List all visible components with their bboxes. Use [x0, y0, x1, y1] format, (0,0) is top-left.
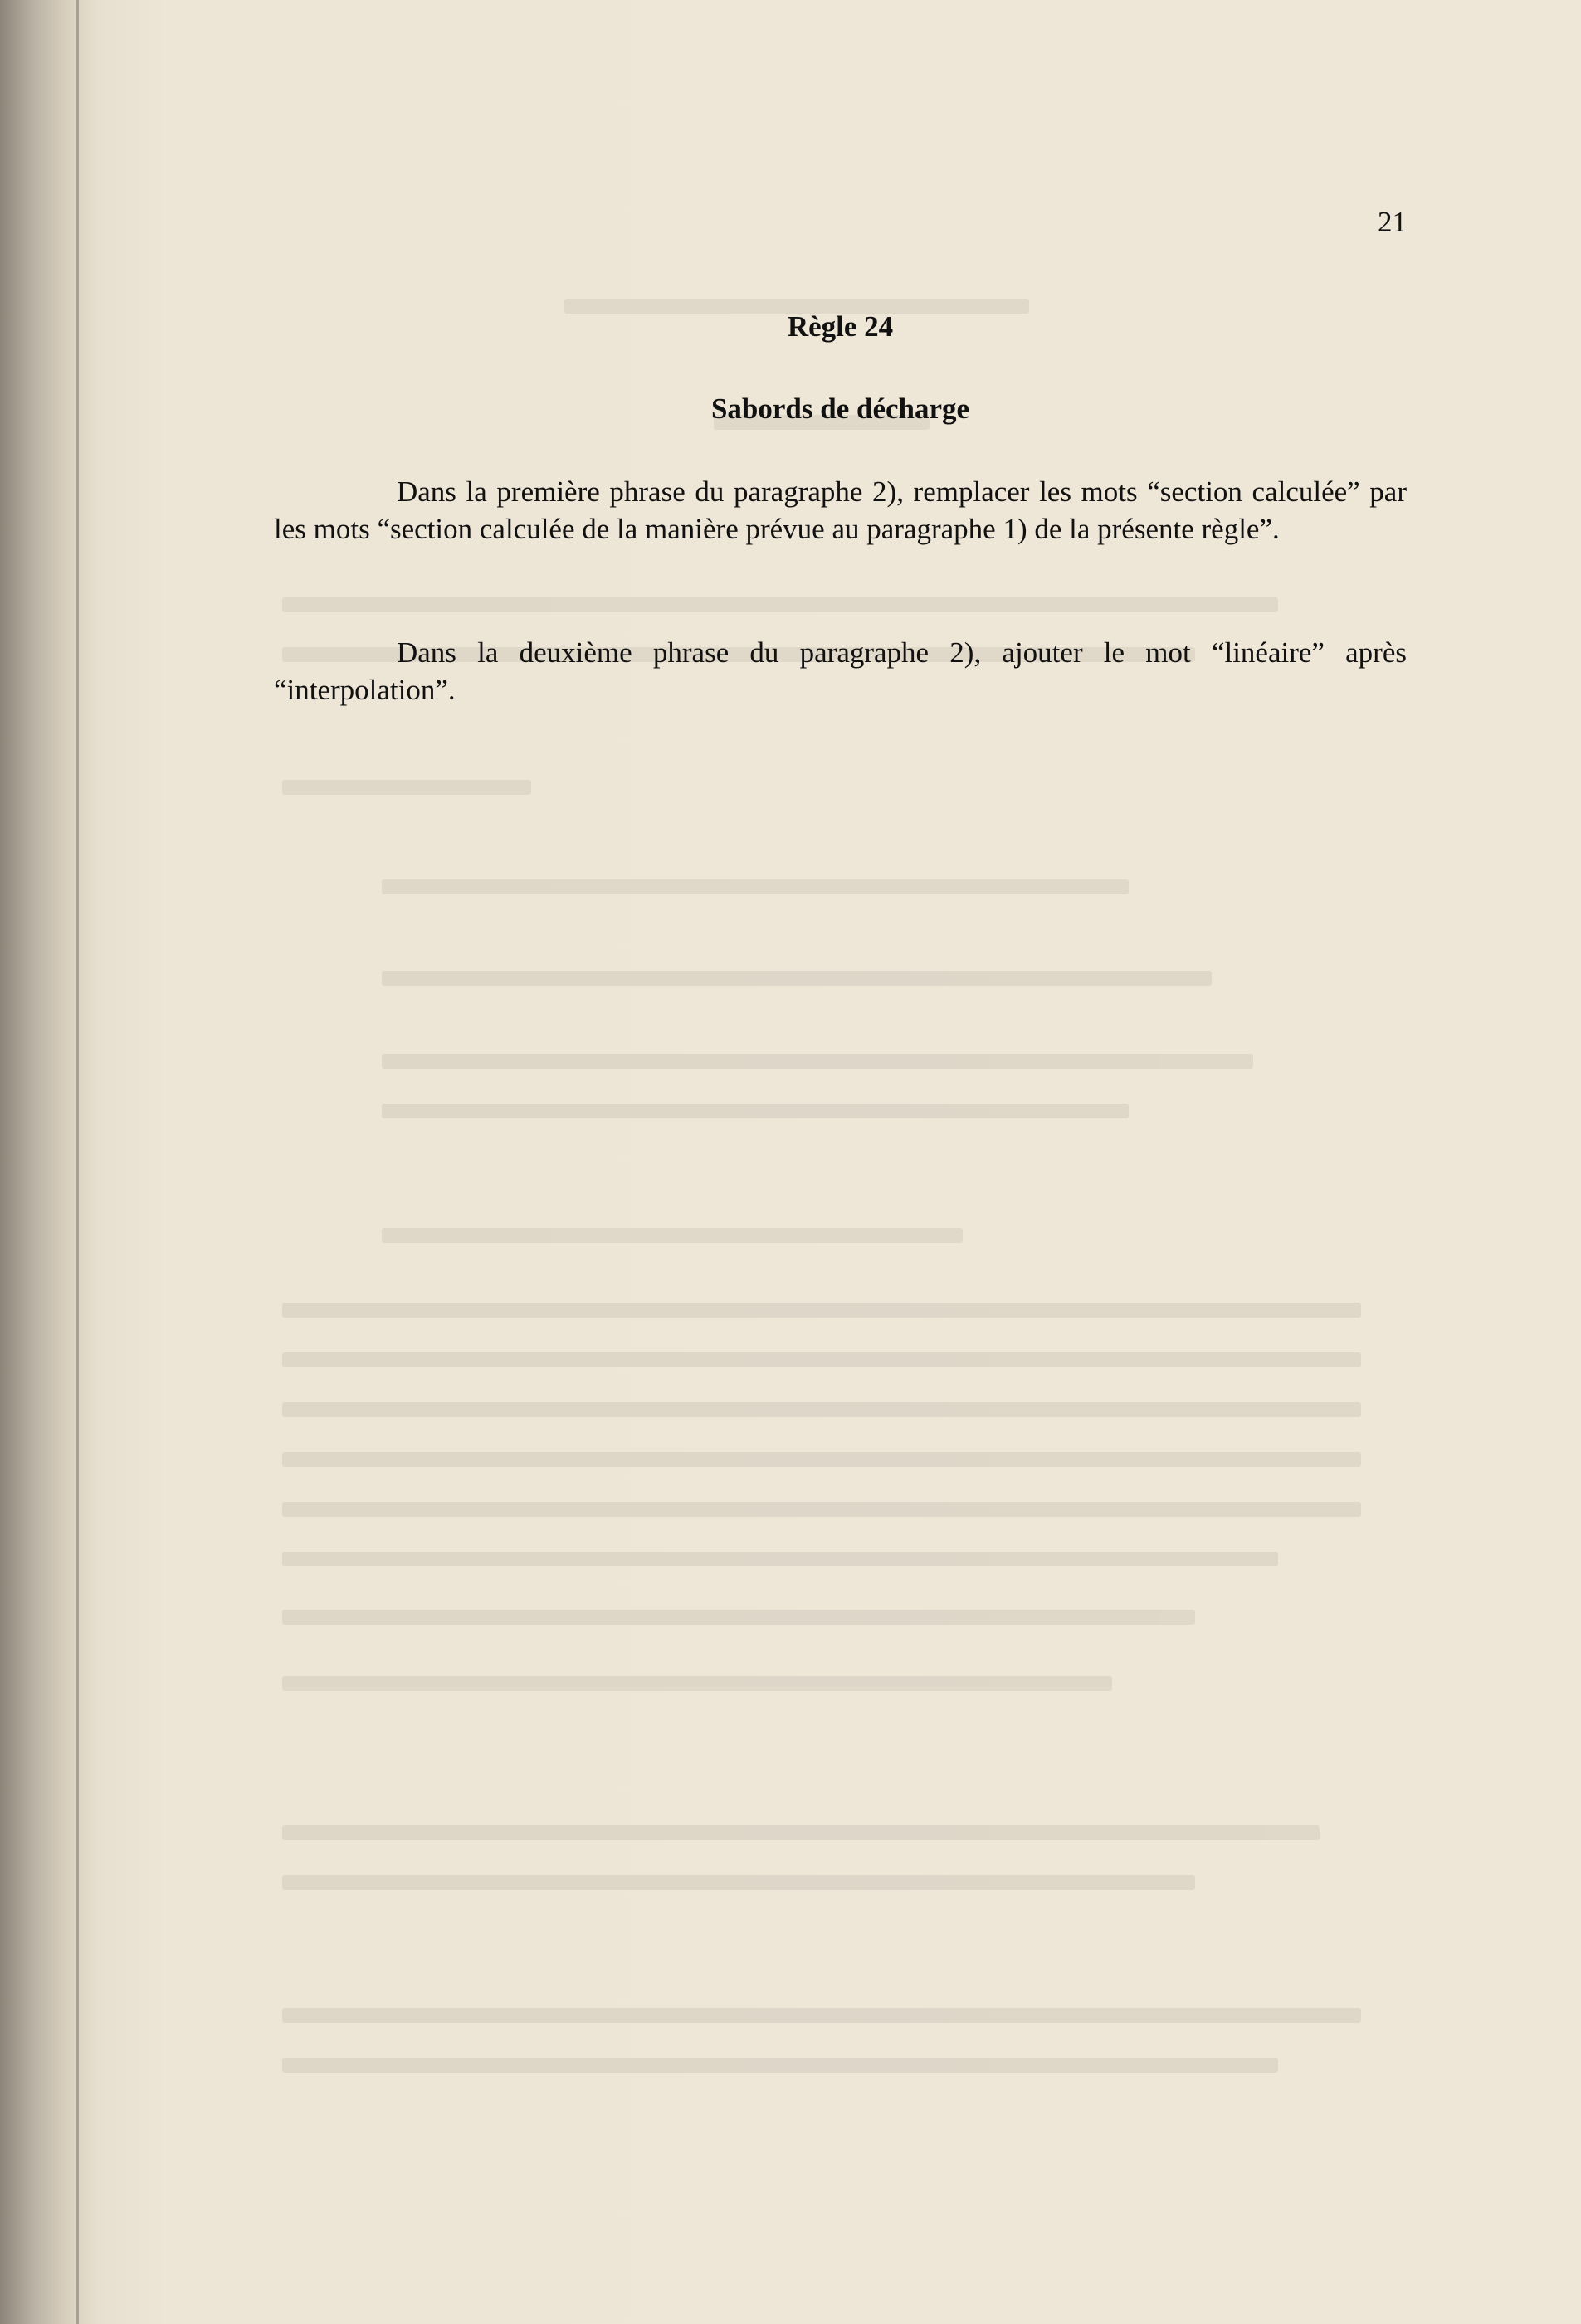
rule-title: Règle 24 — [787, 310, 894, 343]
binding-edge — [76, 0, 79, 2324]
bleed-through — [249, 282, 1411, 2190]
amendment-paragraph-2: Dans la deuxième phrase du paragraphe 2), ajouter le mot “linéaire” après “interpolation”. — [274, 636, 1407, 706]
amendment-paragraph-1: Dans la première phrase du paragraphe 2), remplacer les mots “section calculée” par les mots “section calculée de la manière prévue au paragraphe 1) de la présente règle”. — [274, 475, 1407, 545]
rule-subtitle: Sabords de décharge — [710, 392, 970, 425]
page-number: 21 — [1378, 206, 1407, 238]
